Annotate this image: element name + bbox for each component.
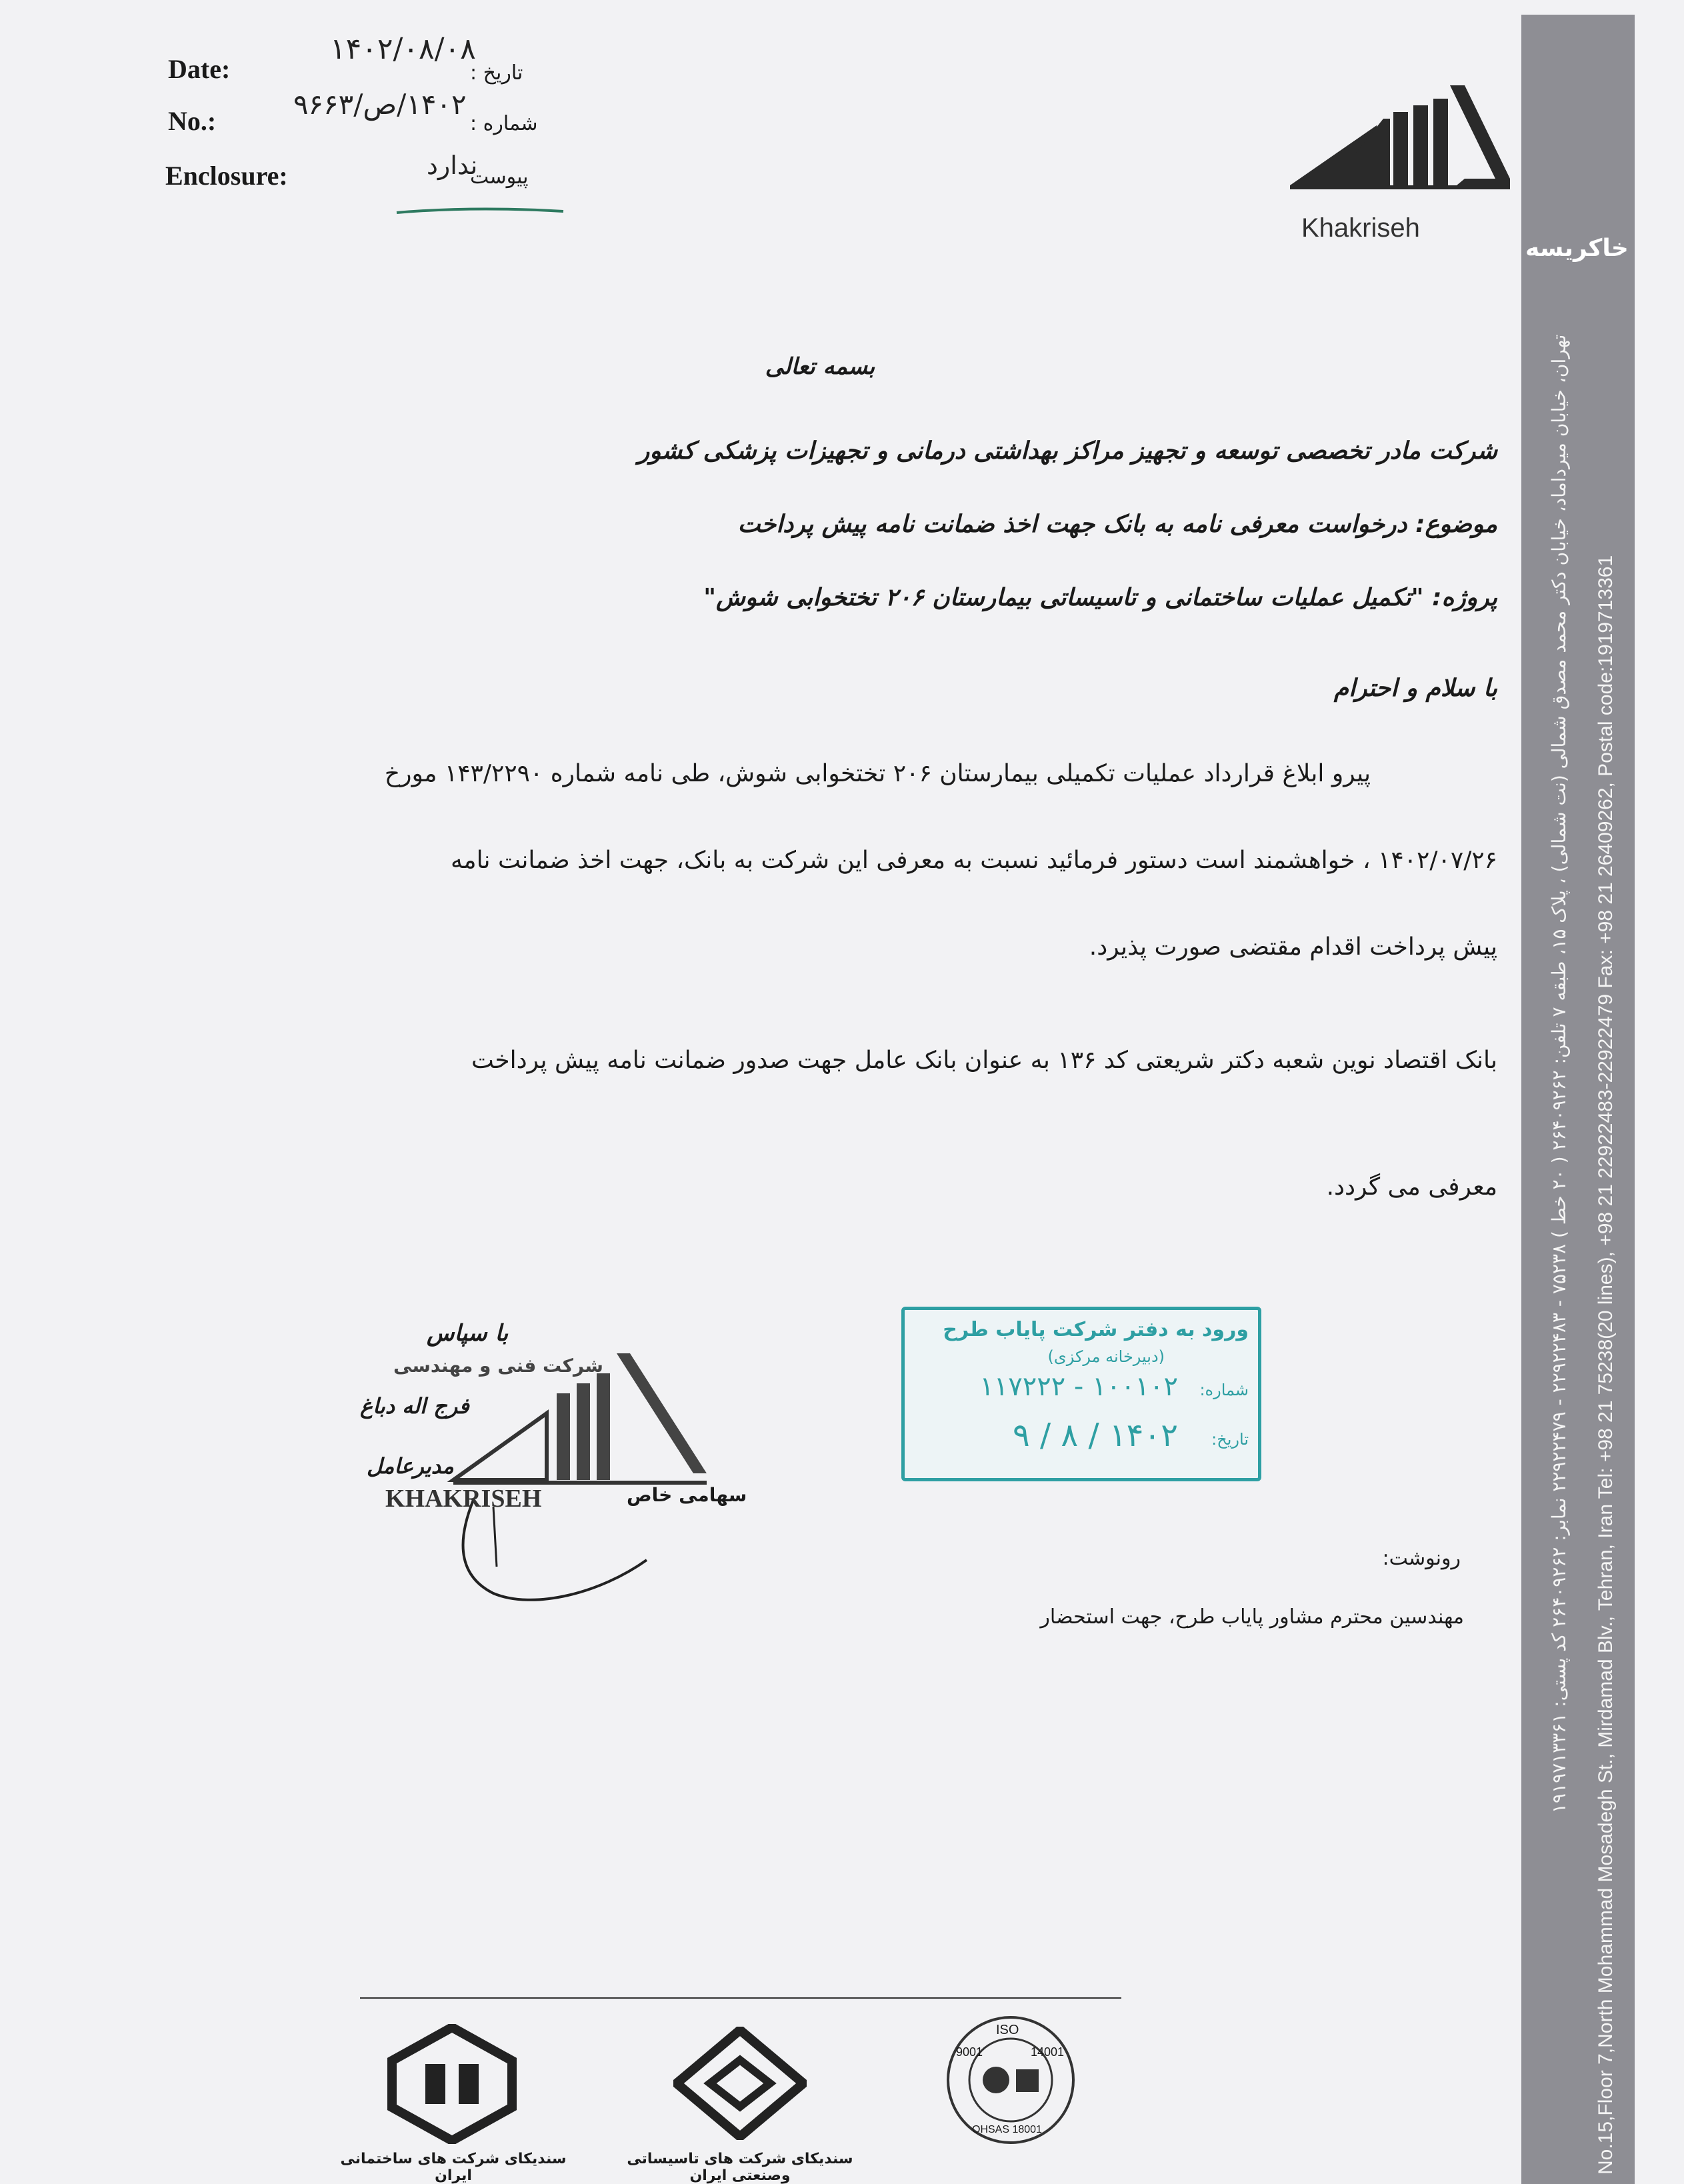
copy-label: رونوشت: — [1382, 1547, 1461, 1570]
brand-name-en: Khakriseh — [1301, 213, 1420, 243]
subject: موضوع: درخواست معرفی نامه به بانک جهت اخذ ضمانت نامه پیش پرداخت — [737, 511, 1497, 538]
copy-line: مهندسین محترم مشاور پایاب طرح، جهت استحضار — [1040, 1605, 1464, 1629]
stamp-title: ورود به دفتر شرکت پایاب طرح — [943, 1318, 1249, 1341]
para1-line3: پیش پرداخت اقدام مقتضی صورت پذیرد. — [1089, 933, 1497, 961]
footer-rule — [360, 1997, 1121, 1999]
signature-block — [333, 1320, 787, 1600]
syndicate-construction-label: سندیکای شرکت های ساختمانی ایران — [340, 2151, 567, 2184]
stamp-number-label: شماره: — [1199, 1381, 1249, 1399]
construction-syndicate-logo-icon — [385, 2024, 519, 2144]
received-stamp — [901, 1307, 1261, 1481]
number-value: ۱۴۰۲/ص/۹۶۶۳ — [293, 88, 467, 121]
cert-9001: 9001 — [956, 2045, 983, 2059]
contact-side-band — [1521, 15, 1635, 2184]
enclosure-label-fa: پیوست — [470, 165, 529, 189]
stamp-number-value: ۱۰۰۱۰۲ - ۱۱۷۲۲۲ — [979, 1371, 1178, 1402]
stamp-date-label: تاریخ: — [1211, 1430, 1249, 1449]
iso-certification-badge — [944, 2013, 1077, 2147]
seal-name-en: KHAKRISEH — [385, 1485, 542, 1513]
signer-name: فرج اله دباغ — [360, 1393, 469, 1419]
para2-line1: بانک اقتصاد نوین شعبه دکتر شریعتی کد ۱۳۶ به عنوان بانک عامل جهت صدور ضمانت نامه پیش پرداخت — [471, 1047, 1497, 1074]
para1-line1: پیرو ابلاغ قرارداد عملیات تکمیلی بیمارستان ۲۰۶ تختخوابی شوش، طی نامه شماره ۱۴۳/۲۲۹۰ مورخ — [384, 760, 1371, 787]
date-label-fa: تاریخ : — [470, 61, 523, 85]
installation-syndicate-logo-icon — [673, 2027, 807, 2140]
stamp-date-value: ۱۴۰۲ / ۸ / ۹ — [1012, 1417, 1178, 1454]
signer-title: مدیرعامل — [367, 1453, 454, 1479]
khakriseh-logo-icon — [1290, 79, 1517, 192]
para1-line2: ۱۴۰۲/۰۷/۲۶ ، خواهشمند است دستور فرمائید نسبت به معرفی این شرکت به بانک، جهت اخذ ضمانت نامه — [451, 847, 1497, 874]
brand-name-fa: خاکریسه — [1525, 235, 1629, 262]
cert-14001: 14001 — [1031, 2045, 1065, 2059]
company-line: شرکت فنی و مهندسی — [393, 1355, 603, 1377]
cert-iso: ISO — [996, 2023, 1019, 2037]
address-en: No.15,Floor 7,North Mohammad Mosadegh St., Mirdamad Blv., Tehran, Iran Tel: +98 21 75238(20 lines), +98 21 22922483-22922479 Fax: +98 21 26409262, Postal code:1919713361 — [1595, 555, 1617, 2175]
project: پروژه: "تکمیل عملیات ساختمانی و تاسیساتی بیمارستان ۲۰۶ تختخوابی شوش" — [703, 584, 1497, 611]
enclosure-label-en: Enclosure: — [165, 161, 288, 191]
basmala: بسمه تعالی — [765, 353, 875, 380]
number-label-fa: شماره : — [470, 112, 538, 135]
cert-ohsas: OHSAS 18001 — [972, 2124, 1042, 2135]
date-value: ۱۴۰۲/۰۸/۰۸ — [330, 32, 476, 66]
stamp-subtitle: (دبیرخانه مرکزی) — [1047, 1347, 1165, 1366]
recipient: شرکت مادر تخصصی توسعه و تجهیز مراکز بهداشتی درمانی و تجهیزات پزشکی کشور — [637, 437, 1497, 465]
para2-line2: معرفی می گردد. — [1326, 1173, 1497, 1201]
seal-text-fa: سهامی خاص — [627, 1484, 747, 1506]
greeting: با سلام و احترام — [1333, 675, 1497, 702]
date-label-en: Date: — [168, 54, 231, 84]
number-label-en: No.: — [168, 106, 217, 136]
enclosure-value: ندارد — [427, 151, 478, 180]
address-fa: تهران، خیابان میرداماد، خیابان دکتر محمد مصدق شمالی (نت شمالی) ، پلاک ۱۵، طبقه ۷ تلفن: ۲۶۴۰۹۲۶۲ ( ۲۰ خط ) ۷۵۲۳۸ - ۲۲۹۲۲۴۸۳ - ۲۲۹۲۲۴۷۹ نمابر: ۲۶۴۰۹۲۶۲ کد پستی: ۱۹۱۹۷۱۳۳۶۱ — [1548, 335, 1570, 1814]
syndicate-installation-label: سندیکای شرکت های تاسیساتی وصنعتی ایران — [627, 2151, 853, 2184]
enclosure-underline — [393, 203, 567, 219]
closing: با سپاس — [427, 1320, 509, 1347]
